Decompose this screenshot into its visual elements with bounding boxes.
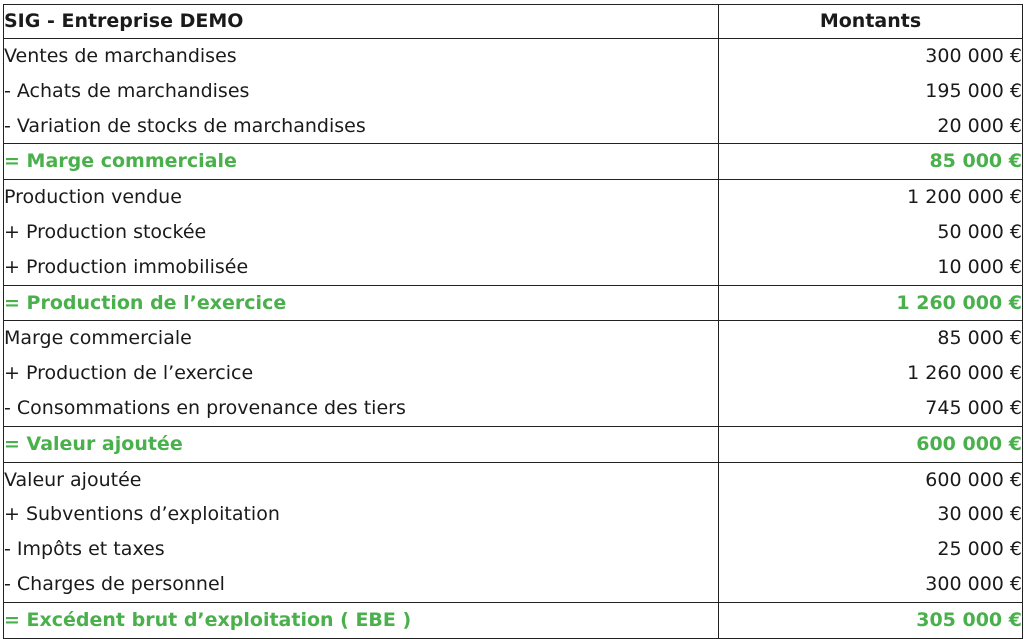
sig-table [3, 4, 1023, 639]
row-amount: 50 000 € [719, 215, 1023, 250]
row-label: - Achats de marchandises [4, 74, 719, 109]
table-row [4, 356, 1023, 391]
row-label: Marge commerciale [4, 321, 719, 356]
total-row [4, 144, 1023, 180]
row-amount: 305 000 € [719, 602, 1023, 638]
row-label: - Variation de stocks de marchandises [4, 109, 719, 144]
row-amount: 85 000 € [719, 144, 1023, 180]
row-amount: 600 000 € [719, 462, 1023, 497]
table-row [4, 567, 1023, 602]
row-amount: 600 000 € [719, 426, 1023, 462]
row-amount: 300 000 € [719, 39, 1023, 74]
header-amount: Montants [719, 5, 1023, 39]
table-row [4, 39, 1023, 74]
table-row [4, 532, 1023, 567]
header-label: SIG - Entreprise DEMO [4, 5, 719, 39]
row-label: = Production de l’exercice [4, 285, 719, 321]
row-label: + Subventions d’exploitation [4, 497, 719, 532]
row-label: = Excédent brut d’exploitation ( EBE ) [4, 602, 719, 638]
row-label: + Production immobilisée [4, 250, 719, 285]
row-label: + Production de l’exercice [4, 356, 719, 391]
row-amount: 195 000 € [719, 74, 1023, 109]
total-row [4, 602, 1023, 638]
table-row [4, 497, 1023, 532]
row-amount: 85 000 € [719, 321, 1023, 356]
row-label: = Valeur ajoutée [4, 426, 719, 462]
row-amount: 1 260 000 € [719, 285, 1023, 321]
header-row [4, 5, 1023, 39]
row-amount: 10 000 € [719, 250, 1023, 285]
total-row [4, 285, 1023, 321]
row-amount: 300 000 € [719, 567, 1023, 602]
row-amount: 25 000 € [719, 532, 1023, 567]
row-label: = Marge commerciale [4, 144, 719, 180]
row-amount: 30 000 € [719, 497, 1023, 532]
row-amount: 1 260 000 € [719, 356, 1023, 391]
row-amount: 1 200 000 € [719, 180, 1023, 215]
row-label: Valeur ajoutée [4, 462, 719, 497]
table-row [4, 462, 1023, 497]
table-row [4, 74, 1023, 109]
row-amount: 20 000 € [719, 109, 1023, 144]
row-label: - Charges de personnel [4, 567, 719, 602]
table-row [4, 215, 1023, 250]
table-row [4, 109, 1023, 144]
row-label: - Consommations en provenance des tiers [4, 391, 719, 426]
table-row [4, 391, 1023, 426]
row-label: + Production stockée [4, 215, 719, 250]
table-row [4, 180, 1023, 215]
row-label: Production vendue [4, 180, 719, 215]
table-row [4, 250, 1023, 285]
table-body [4, 39, 1023, 639]
table-row [4, 321, 1023, 356]
row-amount: 745 000 € [719, 391, 1023, 426]
total-row [4, 426, 1023, 462]
row-label: Ventes de marchandises [4, 39, 719, 74]
row-label: - Impôts et taxes [4, 532, 719, 567]
